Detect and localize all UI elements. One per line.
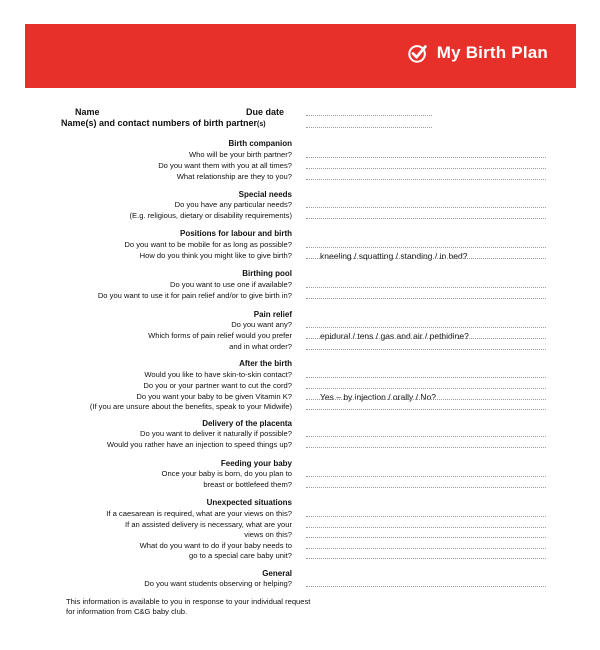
footer-line: This information is available to you in response to your individual request [66,597,311,606]
question-label: Do you want your baby to be given Vitamin K? [136,392,292,401]
section-title: General [262,569,292,578]
footer-note [66,597,310,617]
question-label: Do you or your partner want to cut the cord? [143,381,292,390]
question-label: Would you rather have an injection to speed things up? [106,440,292,449]
answer-field[interactable] [306,247,546,248]
question-label: and in what order? [229,342,292,351]
birth-partner-label-suffix: (s) [257,121,266,128]
answer-field[interactable] [306,409,546,410]
answer-field[interactable] [306,377,546,378]
answer-field[interactable] [306,558,546,559]
question-row [0,250,600,262]
answer-field[interactable] [306,287,546,288]
answer-field[interactable] [306,218,546,219]
question-row [0,479,600,491]
answer-field[interactable] [306,487,546,488]
due-date-label: Due date [246,107,285,117]
question-row [0,439,600,451]
question-label: (E.g. religious, dietary or disability requirements) [129,211,292,220]
question-label: Do you want students observing or helping? [144,579,292,588]
answer-field[interactable] [306,157,546,158]
footer-line: for information from C&G baby club. [66,607,188,616]
answer-hint: Yes – by injection / orally / No? [320,392,436,402]
answer-field[interactable] [306,548,546,549]
question-label: Do you want to deliver it naturally if possible? [140,429,292,438]
section-title: Unexpected situations [206,498,292,507]
question-label: breast or bottlefeed them? [203,480,292,489]
section-title: Birthing pool [242,269,292,278]
section-title: Special needs [238,190,292,199]
answer-field[interactable] [306,179,546,180]
section-title: Delivery of the placenta [202,419,292,428]
answer-field[interactable] [306,516,546,517]
answer-field[interactable] [306,447,546,448]
question-label: Do you want to use one if available? [169,280,292,289]
section-title: Pain relief [253,310,292,319]
birth-partner-field[interactable] [306,127,432,128]
birth-partner-label [61,118,266,128]
question-label: Do you want any? [231,320,292,329]
answer-field[interactable] [306,258,546,259]
question-label: Do you have any particular needs? [174,200,292,209]
page-title: My Birth Plan [436,43,548,62]
question-label: Do you want to be mobile for as long as possible? [124,240,292,249]
question-label: If an assisted delivery is necessary, what are your [125,520,292,529]
question-label: Once your baby is born, do you plan to [161,469,292,478]
question-label: Do you want them with you at all times? [158,161,292,170]
answer-field[interactable] [306,168,546,169]
answer-field[interactable] [306,388,546,389]
question-row [0,550,600,562]
answer-hint: epidural / tens / gas and air / pethidine? [320,331,469,341]
question-label: Who will be your birth partner? [189,150,292,159]
question-label: (If you are unsure about the benefits, speak to your Midwife) [89,402,292,411]
question-label: Do you want to use it for pain relief and/or to give birth in? [97,291,292,300]
answer-field[interactable] [306,537,546,538]
answer-field[interactable] [306,327,546,328]
question-row [0,290,600,302]
question-label: go to a special care baby unit? [188,551,292,560]
answer-field[interactable] [306,338,546,339]
question-label: How do you think you might like to give birth? [139,251,292,260]
answer-field[interactable] [306,586,546,587]
birth-partner-label-text: Name(s) and contact numbers of birth partner [61,118,258,128]
question-row [0,171,600,183]
answer-field[interactable] [306,527,546,528]
answer-field[interactable] [306,436,546,437]
answer-field[interactable] [306,298,546,299]
question-row [0,210,600,222]
answer-field[interactable] [306,207,546,208]
question-label: Would you like to have skin-to-skin contact? [144,370,292,379]
question-label: What do you want to do if your baby needs to [139,541,292,550]
due-date-field[interactable] [306,115,432,116]
question-row [0,341,600,353]
section-title: After the birth [239,359,292,368]
answer-field[interactable] [306,399,546,400]
name-label: Name [75,107,100,117]
question-label: views on this? [244,530,292,539]
section-title: Birth companion [228,139,292,148]
question-label: Which forms of pain relief would you prefer [148,331,292,340]
answer-hint: kneeling / squatting / standing / in bed? [320,251,468,261]
question-label: If a caesarean is required, what are your views on this? [106,509,292,518]
question-row [0,401,600,413]
section-title: Feeding your baby [220,459,292,468]
question-label: What relationship are they to you? [176,172,292,181]
question-row [0,578,600,590]
answer-field[interactable] [306,476,546,477]
answer-field[interactable] [306,349,546,350]
section-title: Positions for labour and birth [180,229,292,238]
